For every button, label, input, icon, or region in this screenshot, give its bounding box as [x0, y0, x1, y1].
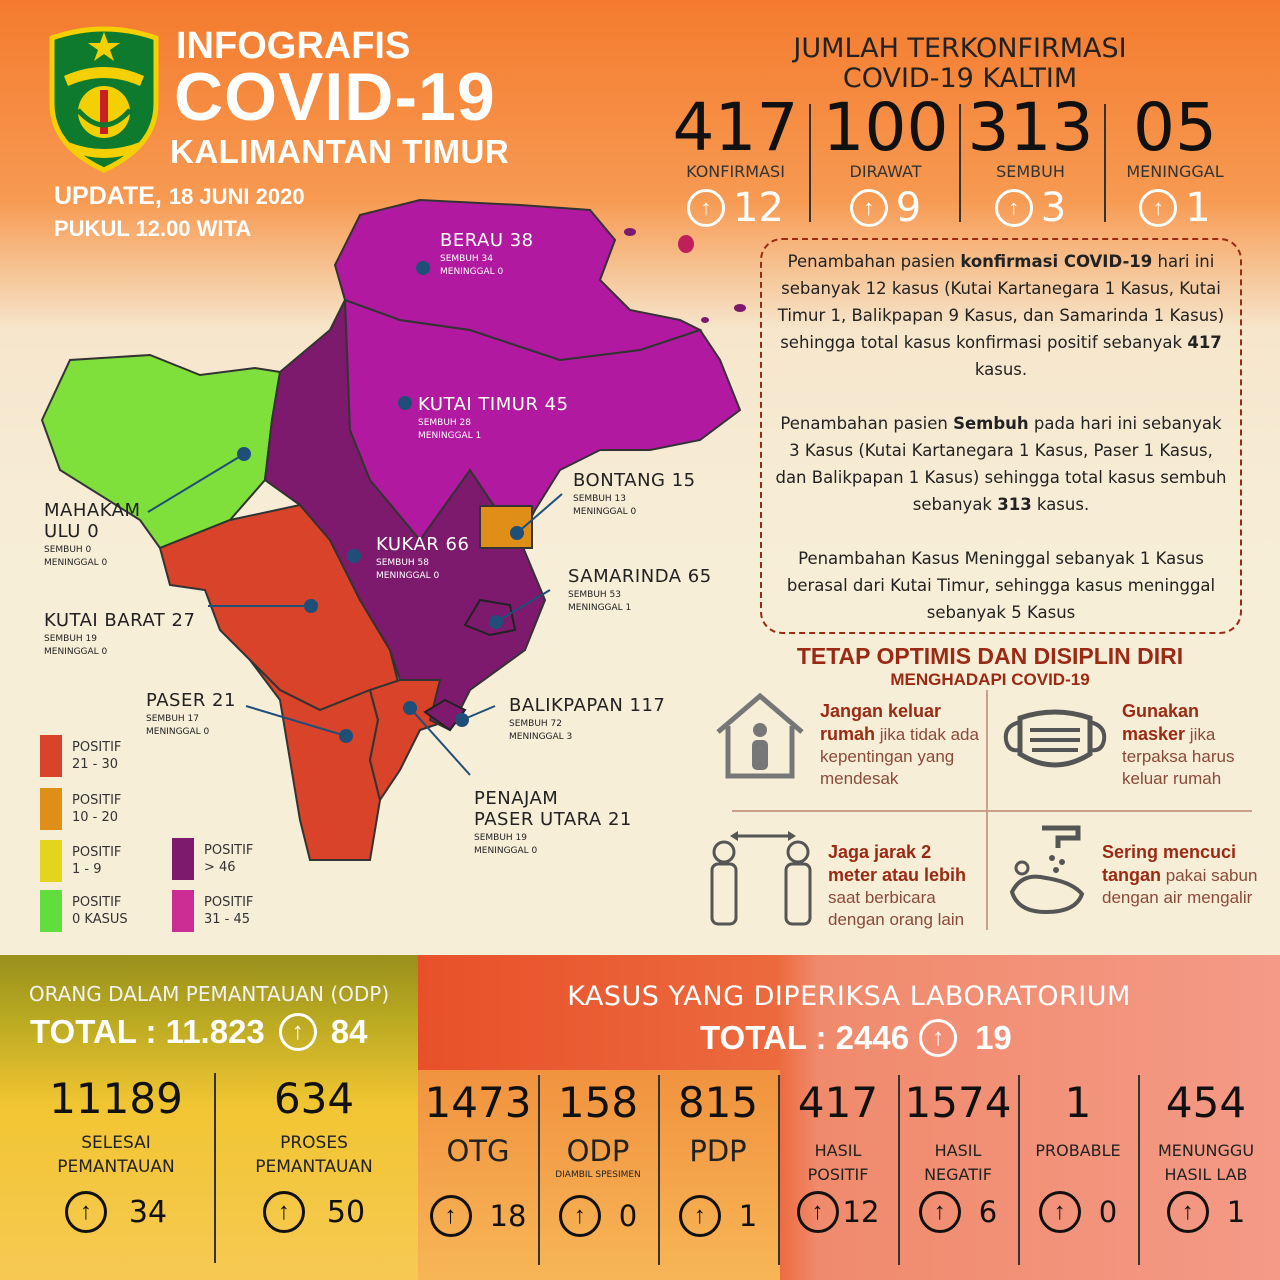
legend-line1: POSITIF [204, 895, 254, 910]
map-region-label [509, 695, 665, 744]
update-label: UPDATE, [54, 182, 162, 210]
lab-col-delta-row [1148, 1191, 1264, 1233]
summary-value: 313 [967, 89, 1094, 166]
legend-text [72, 894, 128, 928]
region-deaths: MENINGGAL 1 [418, 431, 482, 441]
lab-col-delta-row [780, 1191, 896, 1233]
lab-col-label1: OTG [446, 1134, 510, 1168]
up-arrow-icon: ↑ [430, 1195, 472, 1237]
lab-col-label2 [420, 1169, 536, 1181]
house-icon [712, 690, 808, 782]
lab-col-delta-row [660, 1195, 776, 1237]
lab-col-label2: NEGATIF [924, 1165, 992, 1184]
lab-col-value: 158 [557, 1078, 639, 1127]
legend-swatch [40, 788, 62, 830]
summary-delta: 9 [895, 185, 922, 231]
odp-col-value: 11189 [49, 1074, 183, 1123]
summary-delta-row [1110, 185, 1240, 231]
summary-divider [959, 104, 961, 222]
lab-col-delta-row [1020, 1191, 1136, 1233]
lab-col-value: 815 [677, 1078, 759, 1127]
summary-item-sembuh [963, 89, 1098, 231]
region-name: BALIKPAPAN 117 [509, 695, 666, 716]
legend-swatch [172, 890, 194, 932]
lab-col-delta-row [420, 1195, 536, 1237]
summary-delta-row [818, 185, 953, 231]
lab-total-delta: 19 [975, 1019, 1012, 1056]
map-region-label [376, 534, 469, 583]
note-deaths: Penambahan Kasus Meninggal sebanyak 1 Kasus berasal dari Kutai Timur, sehingga kasus meninggal sebanyak 5 Kasus [786, 549, 1216, 622]
region-deaths: MENINGGAL 0 [573, 507, 637, 517]
lab-col-value: 454 [1165, 1078, 1247, 1127]
distance-icon [700, 826, 826, 930]
region-recovered: SEMBUH 28 [418, 418, 472, 428]
odp-col [218, 1073, 410, 1233]
title-infografis: INFOGRAFIS [176, 25, 411, 67]
lab-col-label2 [660, 1169, 776, 1181]
mask-icon [1000, 706, 1110, 776]
lab-col-label2 [1020, 1163, 1136, 1187]
odp-col-delta-row [20, 1191, 212, 1233]
summary-delta: 3 [1040, 185, 1067, 231]
tips-divider-h [732, 810, 1252, 812]
lab-col-value: 1574 [904, 1078, 1012, 1127]
legend-line2: > 46 [204, 860, 236, 875]
region-name-line2: PASER UTARA 21 [474, 809, 632, 830]
legend-line1: POSITIF [72, 793, 122, 808]
odp-col-delta: 50 [326, 1194, 366, 1230]
lab-col [540, 1077, 656, 1237]
lab-col [1148, 1077, 1264, 1233]
odp-col-delta-row [218, 1191, 410, 1233]
up-arrow-icon: ↑ [1039, 1191, 1081, 1233]
lab-col [900, 1077, 1016, 1233]
legend-line2: 10 - 20 [72, 810, 119, 825]
lab-col-label1: PDP [689, 1134, 747, 1168]
summary-value: 05 [1133, 89, 1217, 166]
up-arrow-icon: ↑ [1167, 1191, 1209, 1233]
up-arrow-icon: ↑ [850, 189, 888, 227]
summary-divider [809, 104, 811, 222]
legend-text [204, 842, 253, 876]
up-arrow-icon: ↑ [687, 189, 725, 227]
lab-col-label1: PROBABLE [1035, 1141, 1121, 1160]
map-region-label [440, 230, 534, 279]
region-recovered: SEMBUH 34 [440, 254, 494, 264]
up-arrow-icon: ↑ [995, 189, 1033, 227]
lab-col [660, 1077, 776, 1237]
map-region-label [146, 690, 236, 739]
summary-label: SEMBUH [996, 162, 1065, 181]
region-name-line2: ULU 0 [44, 521, 100, 542]
legend-line2: 0 KASUS [72, 912, 128, 927]
summary-divider [1104, 104, 1106, 222]
up-arrow-icon: ↑ [263, 1191, 305, 1233]
region-deaths: MENINGGAL 0 [44, 558, 108, 568]
lab-divider [1138, 1075, 1140, 1265]
legend-line2: 1 - 9 [72, 862, 102, 877]
region-recovered: SEMBUH 13 [573, 494, 627, 504]
lab-col-delta: 0 [618, 1199, 638, 1233]
region-recovered: SEMBUH 19 [474, 833, 528, 843]
region-name: KUTAI BARAT 27 [44, 610, 196, 631]
legend-swatch [40, 840, 62, 882]
summary-label: DIRAWAT [849, 162, 922, 181]
legend-text [72, 844, 121, 878]
lab-col-value: 1473 [424, 1078, 532, 1127]
lab-col-label2: DIAMBIL SPESIMEN [555, 1170, 641, 1180]
tip-stay-home: Jangan keluar rumah jika tidak ada kepentingan yang mendesak [820, 701, 979, 788]
lab-col-delta: 6 [978, 1195, 998, 1229]
lab-panel [418, 955, 1280, 1280]
lab-col-label1: HASIL [934, 1141, 982, 1160]
lab-col-label1: MENUNGGU [1157, 1141, 1255, 1160]
region-recovered: SEMBUH 58 [376, 558, 430, 568]
summary-item-dirawat [818, 89, 953, 231]
tip-distance: Jaga jarak 2 meter atau lebih saat berbicara dengan orang lain [828, 842, 967, 929]
legend-line2: 21 - 30 [72, 757, 119, 772]
map-region-label [44, 610, 195, 659]
lab-col-delta-row [540, 1195, 656, 1237]
lab-col-value: 1 [1064, 1078, 1092, 1127]
odp-col-label1: PROSES [280, 1133, 348, 1153]
summary-title-line1: JUMLAH TERKONFIRMASI [793, 33, 1127, 64]
region-deaths: MENINGGAL 0 [146, 727, 210, 737]
up-arrow-icon: ↑ [279, 1013, 317, 1051]
region-name: PASER 21 [146, 690, 236, 711]
region-name-line1: MAHAKAM [44, 500, 141, 521]
odp-col-value: 634 [273, 1074, 355, 1123]
up-arrow-icon: ↑ [919, 1019, 957, 1057]
lab-col-delta: 18 [489, 1199, 527, 1233]
region-deaths: MENINGGAL 0 [376, 571, 440, 581]
lab-col-label1: ODP [566, 1134, 630, 1168]
odp-total-label: TOTAL : 11.823 [30, 1013, 265, 1050]
legend-swatch [40, 735, 62, 777]
lab-col-label2: POSITIF [807, 1165, 869, 1184]
map-region-label [573, 470, 696, 519]
region-name: SAMARINDA 65 [568, 566, 712, 587]
title-covid: COVID-19 [174, 59, 496, 135]
region-deaths: MENINGGAL 1 [568, 603, 632, 613]
tips-subtitle: MENGHADAPI COVID-19 [890, 670, 1090, 689]
lab-col [780, 1077, 896, 1233]
region-recovered: SEMBUH 0 [44, 545, 92, 555]
legend-text [72, 739, 121, 773]
handwash-icon [1002, 822, 1094, 918]
tip-mask: Gunakan masker jika terpaksa harus keluar rumah [1122, 701, 1235, 788]
lab-col-delta: 1 [1226, 1195, 1246, 1229]
legend-text [204, 894, 253, 928]
summary-delta: 1 [1185, 185, 1211, 231]
up-arrow-icon: ↑ [679, 1195, 721, 1237]
odp-panel [0, 955, 418, 1280]
note-recovered: Penambahan pasien Sembuh pada hari ini sebanyak 3 Kasus (Kutai Kartanegara 1 Kasus, Paser 1 Kasus, dan Balikpapan 1 Kasus) sehingga total kasus sembuh sebanyak 313 kasus. [775, 414, 1227, 514]
legend-line1: POSITIF [72, 845, 122, 860]
odp-col-label1: SELESAI [81, 1133, 151, 1153]
notes-box [760, 238, 1242, 634]
lab-col-delta-row [900, 1191, 1016, 1233]
summary-value: 417 [672, 89, 799, 166]
legend-swatch [40, 890, 62, 932]
lab-col-label1: HASIL [814, 1141, 862, 1160]
region-name: BONTANG 15 [573, 470, 696, 491]
legend-line2: 31 - 45 [204, 912, 251, 927]
odp-title: ORANG DALAM PEMANTAUAN (ODP) [28, 982, 390, 1006]
region-deaths: MENINGGAL 0 [44, 647, 108, 657]
region-name-line1: PENAJAM [474, 788, 559, 809]
odp-total [30, 1013, 368, 1051]
odp-col-delta: 34 [128, 1194, 168, 1230]
summary-value: 100 [822, 89, 949, 166]
odp-col-label2: PEMANTAUAN [255, 1157, 373, 1177]
up-arrow-icon: ↑ [797, 1191, 839, 1233]
summary-label: KONFIRMASI [686, 162, 785, 181]
update-time: PUKUL 12.00 WITA [54, 216, 252, 241]
note-confirmed: Penambahan pasien konfirmasi COVID-19 hari ini sebanyak 12 kasus (Kutai Kartanegara 1 Kasus, Kutai Timur 1, Balikpapan 9 Kasus, dan Samarinda 1 Kasus) sehingga total kasus konfirmasi positif sebanyak 417 kasus. [777, 252, 1225, 379]
map-region-label [568, 566, 712, 615]
summary-item-konfirmasi [668, 89, 803, 231]
up-arrow-icon: ↑ [1139, 189, 1177, 227]
lab-title: KASUS YANG DIPERIKSA LABORATORIUM [567, 981, 1131, 1012]
legend-text [72, 792, 121, 826]
legend-line1: POSITIF [72, 740, 122, 755]
region-deaths: MENINGGAL 3 [509, 732, 573, 742]
update-date: 18 JUNI 2020 [168, 184, 305, 209]
tip-handwash: Sering mencuci tangan pakai sabun dengan air mengalir [1102, 842, 1258, 907]
summary-delta: 12 [733, 185, 784, 231]
summary-delta-row [668, 185, 803, 231]
region-recovered: SEMBUH 72 [509, 719, 563, 729]
map-region-label [44, 500, 141, 570]
up-arrow-icon: ↑ [559, 1195, 601, 1237]
lab-col-value: 417 [797, 1078, 879, 1127]
map-region-label [418, 394, 569, 443]
up-arrow-icon: ↑ [919, 1191, 961, 1233]
legend-line1: POSITIF [204, 843, 254, 858]
region-recovered: SEMBUH 53 [568, 590, 622, 600]
odp-total-delta: 84 [330, 1013, 368, 1050]
legend-swatch [172, 838, 194, 880]
odp-divider [214, 1073, 216, 1263]
region-deaths: MENINGGAL 0 [474, 846, 538, 856]
summary-title [760, 34, 1160, 94]
lab-col [420, 1077, 536, 1237]
lab-col-delta: 1 [738, 1199, 758, 1233]
odp-col [20, 1073, 212, 1233]
lab-total [700, 1019, 1012, 1057]
summary-delta-row [963, 185, 1098, 231]
lab-col [1020, 1077, 1136, 1233]
region-name: KUTAI TIMUR 45 [418, 394, 569, 415]
tips-title: TETAP OPTIMIS DAN DISIPLIN DIRI [796, 643, 1184, 669]
lab-col-delta: 0 [1098, 1195, 1118, 1229]
summary-label: MENINGGAL [1126, 162, 1224, 181]
odp-col-label2: PEMANTAUAN [57, 1157, 175, 1177]
lab-col-label2: HASIL LAB [1164, 1165, 1248, 1184]
summary-item-meninggal [1110, 89, 1240, 231]
lab-total-label: TOTAL : 2446 [700, 1019, 910, 1056]
region-deaths: MENINGGAL 0 [440, 267, 504, 277]
region-recovered: SEMBUH 19 [44, 634, 98, 644]
up-arrow-icon: ↑ [65, 1191, 107, 1233]
map-region-label [474, 788, 632, 858]
title-region: KALIMANTAN TIMUR [170, 133, 510, 170]
region-recovered: SEMBUH 17 [146, 714, 200, 724]
region-name: KUKAR 66 [376, 534, 470, 555]
summary-title-line2: COVID-19 KALTIM [842, 63, 1078, 94]
region-name: BERAU 38 [440, 230, 534, 251]
tips-divider-v [986, 690, 988, 930]
legend-line1: POSITIF [72, 895, 122, 910]
lab-col-delta: 12 [842, 1195, 880, 1229]
